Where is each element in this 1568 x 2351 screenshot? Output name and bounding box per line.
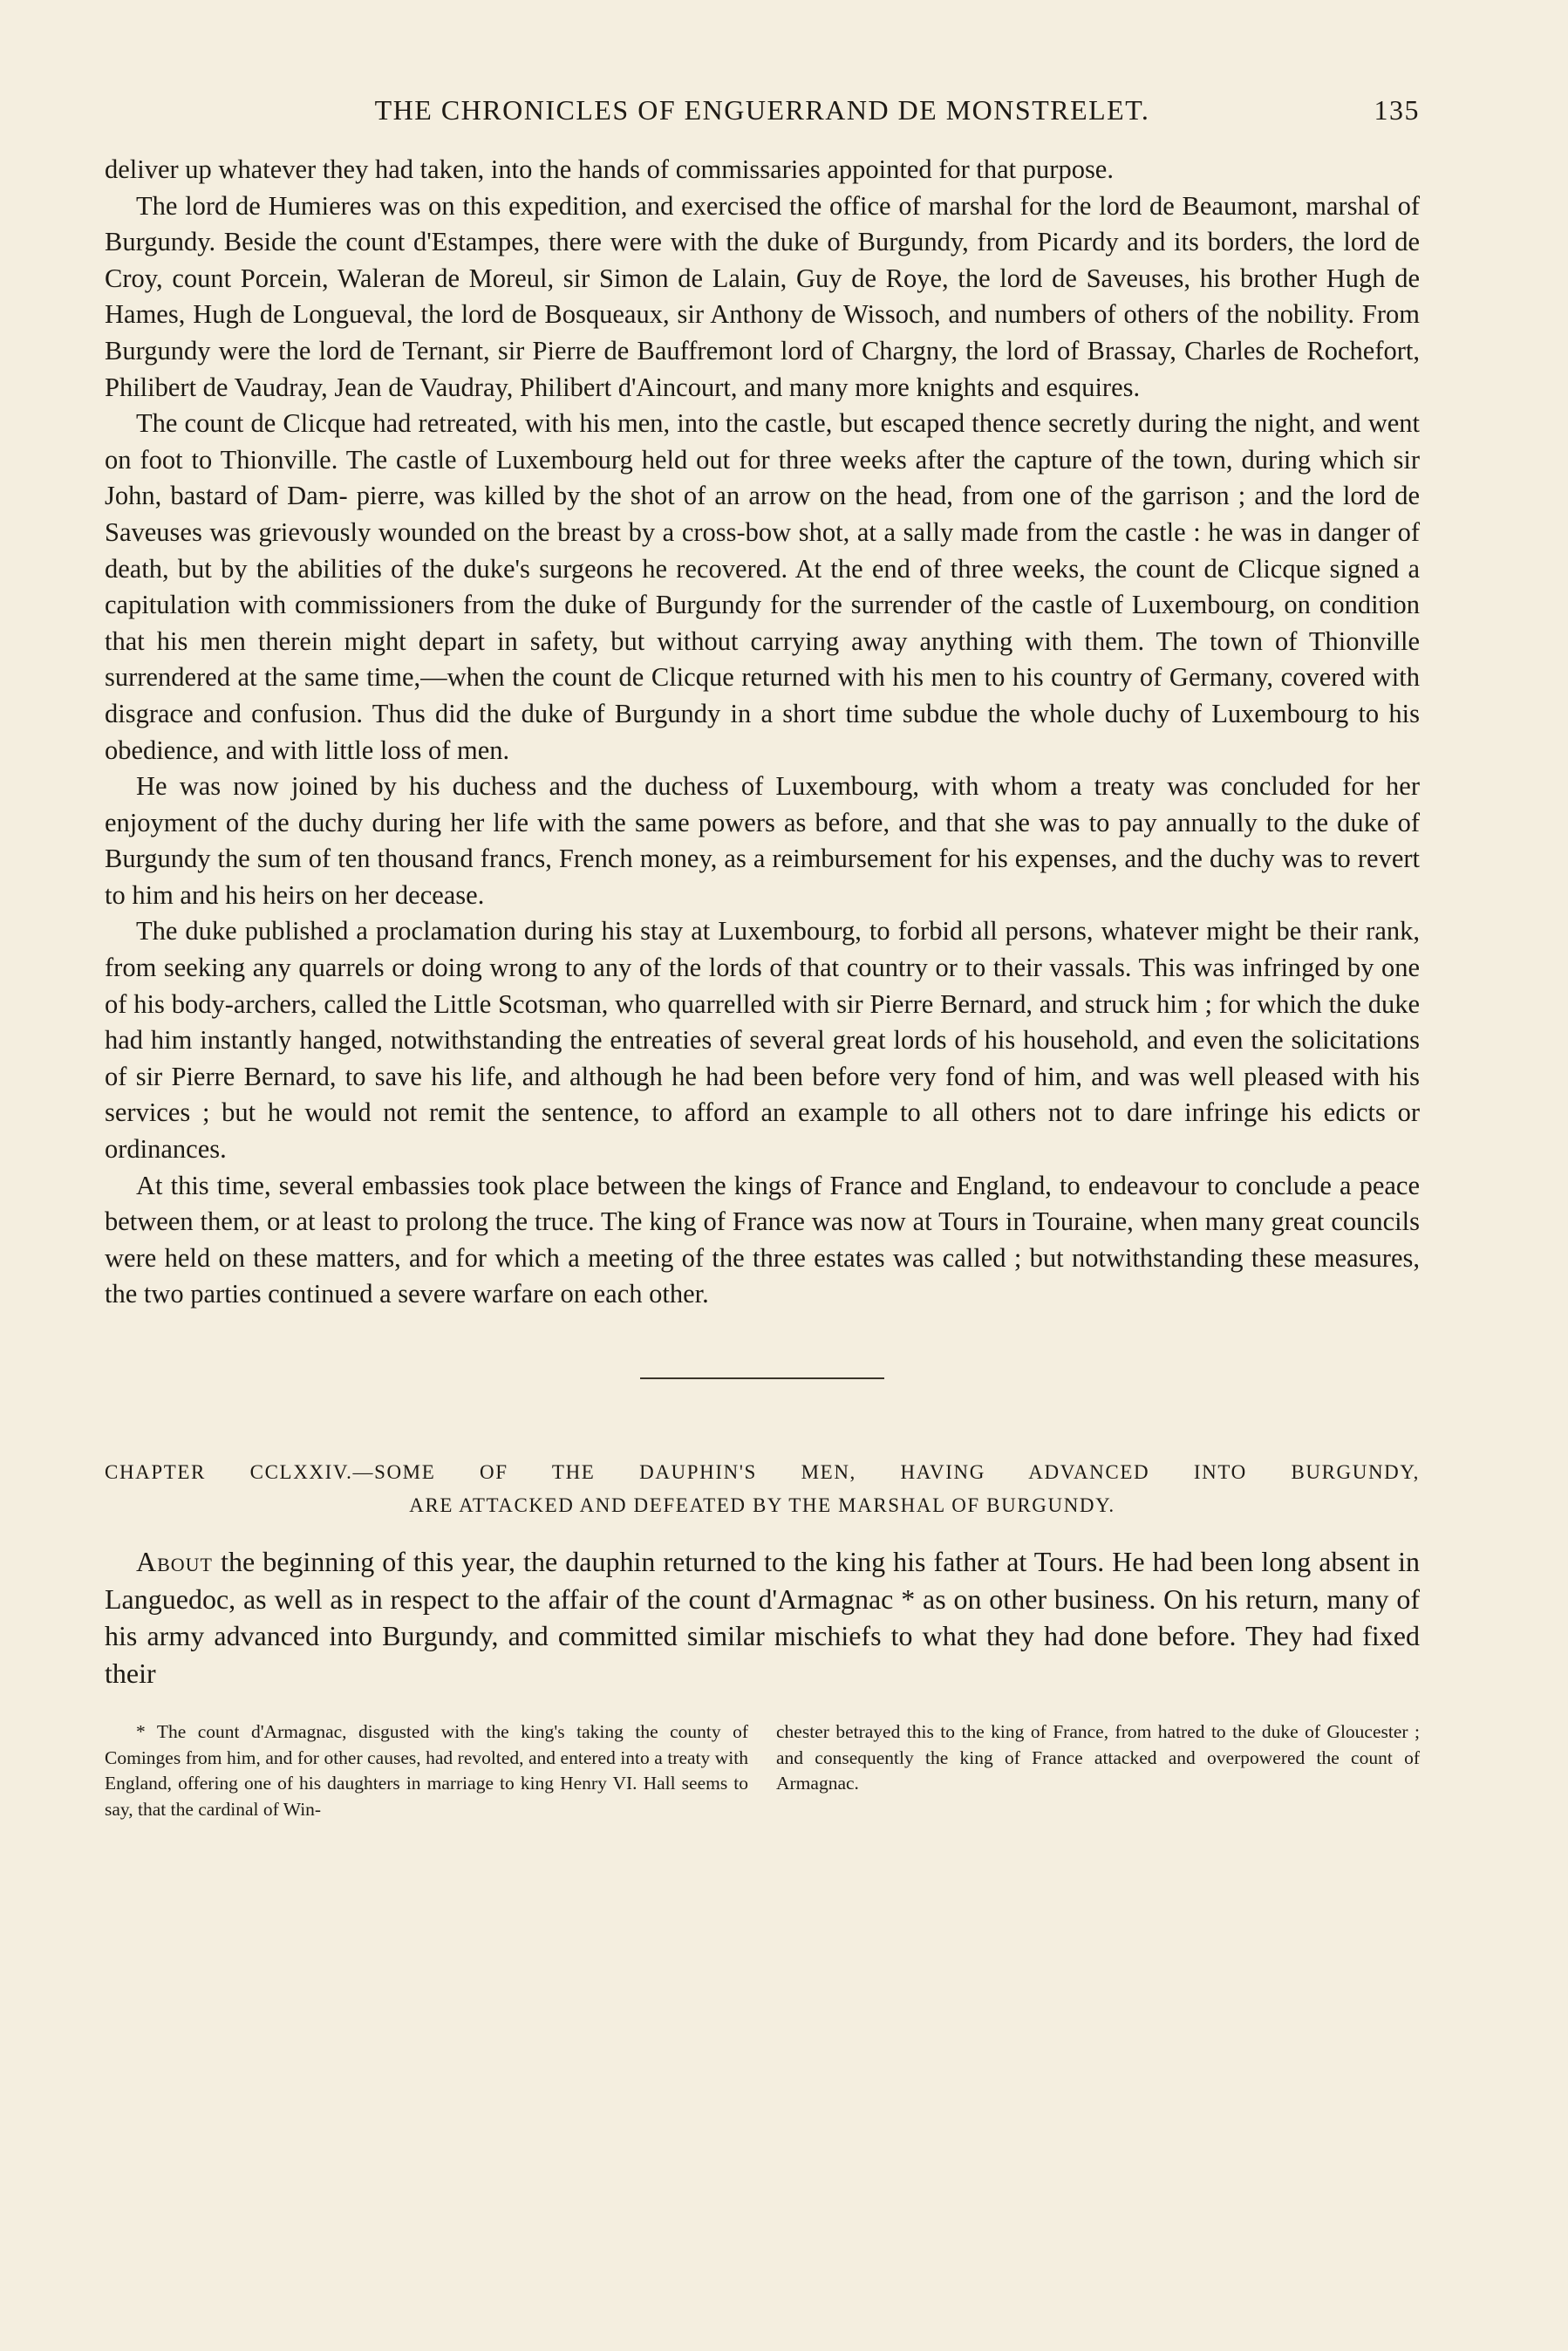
book-page bbox=[105, 94, 1420, 1822]
chapter-heading bbox=[105, 1456, 1420, 1522]
chapter-paragraph-text: the beginning of this year, the dauphin returned to the king his father at Tours. He had been long absent in Languedoc, as well as in respect to the affair of the count d'Armagnac * as on other business. On his return, many of his army advanced into Burgundy, and committed similar mischiefs to what they had done before. They had fixed their bbox=[105, 1546, 1421, 1689]
paragraph: The lord de Humieres was on this expedition, and exercised the office of marshal for the lord de Beaumont, marshal of Burgundy. Beside the count d'Estampes, there were with the duke of Burgundy, from Picardy and its borders, the lord de Croy, count Porcein, Waleran de Moreul, sir Simon de Lalain, Guy de Roye, the lord de Saveuses, his brother Hugh de Hames, Hugh de Longueval, the lord de Bosqueaux, sir Anthony de Wissoch, and numbers of others of the nobility. From Burgundy were the lord de Ternant, sir Pierre de Bauffremont lord of Chargny, the lord of Brassay, Charles de Rochefort, Philibert de Vaudray, Jean de Vaudray, Philibert d'Aincourt, and many more knights and esquires. bbox=[105, 190, 1420, 402]
chapter-heading-line-1: CHAPTER CCLXXIV.—SOME OF THE DAUPHIN'S MEN, HAVING ADVANCED INTO BURGUNDY, bbox=[105, 1461, 1420, 1483]
paragraph: The count de Clicque had retreated, with his men, into the castle, but escaped thence secretly during the night, and went on foot to Thionville. The castle of Luxembourg held out for three weeks after the capture of the town, during which sir John, bastard of Dam- pierre, was killed by the shot of an arrow on the head, from one of the garrison ; and the lord de Saveuses was grievously wounded on the breast by a cross-bow shot, at a sally made from the castle : he was in danger of death, but by the abilities of the duke's surgeons he recovered. At the end of three weeks, the count de Clicque signed a capitulation with commissioners from the duke of Burgundy for the surrender of the castle of Luxembourg, on condition that his men therein might depart in safety, but without carrying away anything with them. The town of Thionville surrendered at the same time,—when the count de Clicque returned with his men to his country of Germany, covered with disgrace and confusion. Thus did the duke of Burgundy in a short time subdue the whole duchy of Luxembourg to his obedience, and with little loss of men. bbox=[105, 408, 1420, 765]
paragraph: At this time, several embassies took place between the kings of France and England, to endeavour to conclude a peace between them, or at least to prolong the truce. The king of France was now at Tours in Touraine, when many great councils were held on these matters, and for which a meeting of the three estates was called ; but notwithstanding these measures, the two parties continued a severe warfare on each other. bbox=[105, 1170, 1420, 1309]
running-title: THE CHRONICLES OF ENGUERRAND DE MONSTRELET. bbox=[374, 94, 1150, 126]
section-divider bbox=[640, 1377, 884, 1379]
paragraph: The duke published a proclamation during his stay at Luxembourg, to forbid all persons, whatever might be their rank, from seeking any quarrels or doing wrong to any of the lords of that country or to their vassals. This was infringed by one of his body-archers, called the Little Scotsman, who quarrelled with sir Pierre Bernard, and struck him ; for which the duke had him instantly hanged, notwithstanding the entreaties of several great lords of his household, and even the solicitations of sir Pierre Bernard, to save his life, and although he had been before very fond of him, and was well pleased with his services ; but he would not remit the sentence, to afford an example to all others not to dare infringe his edicts or ordinances. bbox=[105, 916, 1420, 1165]
footnotes bbox=[105, 1719, 1420, 1822]
paragraph: He was now joined by his duchess and the duchess of Luxembourg, with whom a treaty was concluded for her enjoyment of the duchy during her life with the same powers as before, and that she was to pay annually to the duke of Burgundy the sum of ten thousand francs, French money, as a reimbursement for his expenses, and the duchy was to revert to him and his heirs on her decease. bbox=[105, 771, 1420, 910]
footnote-right-column: chester betrayed this to the king of France, from hatred to the duke of Gloucester ; and consequently the king of France attacked and overpowered the count of Armagnac. bbox=[776, 1721, 1420, 1794]
paragraph: deliver up whatever they had taken, into the hands of commissaries appointed for that purpose. bbox=[105, 154, 1114, 184]
body-text bbox=[105, 152, 1420, 1313]
page-number: 135 bbox=[1374, 94, 1420, 126]
chapter-heading-line-2: ARE ATTACKED AND DEFEATED BY THE MARSHAL OF BURGUNDY. bbox=[409, 1494, 1115, 1516]
footnote-left-column: * The count d'Armagnac, disgusted with the king's taking the county of Cominges from him, and for other causes, had revolted, and entered into a treaty with England, offering one of his daughters in marriage to king Henry VI. Hall seems to say, that the cardinal of Win- bbox=[105, 1721, 748, 1820]
chapter-paragraph bbox=[105, 1543, 1420, 1691]
running-head bbox=[105, 94, 1420, 136]
chapter-text bbox=[105, 1543, 1420, 1691]
opening-word: About bbox=[136, 1546, 213, 1577]
